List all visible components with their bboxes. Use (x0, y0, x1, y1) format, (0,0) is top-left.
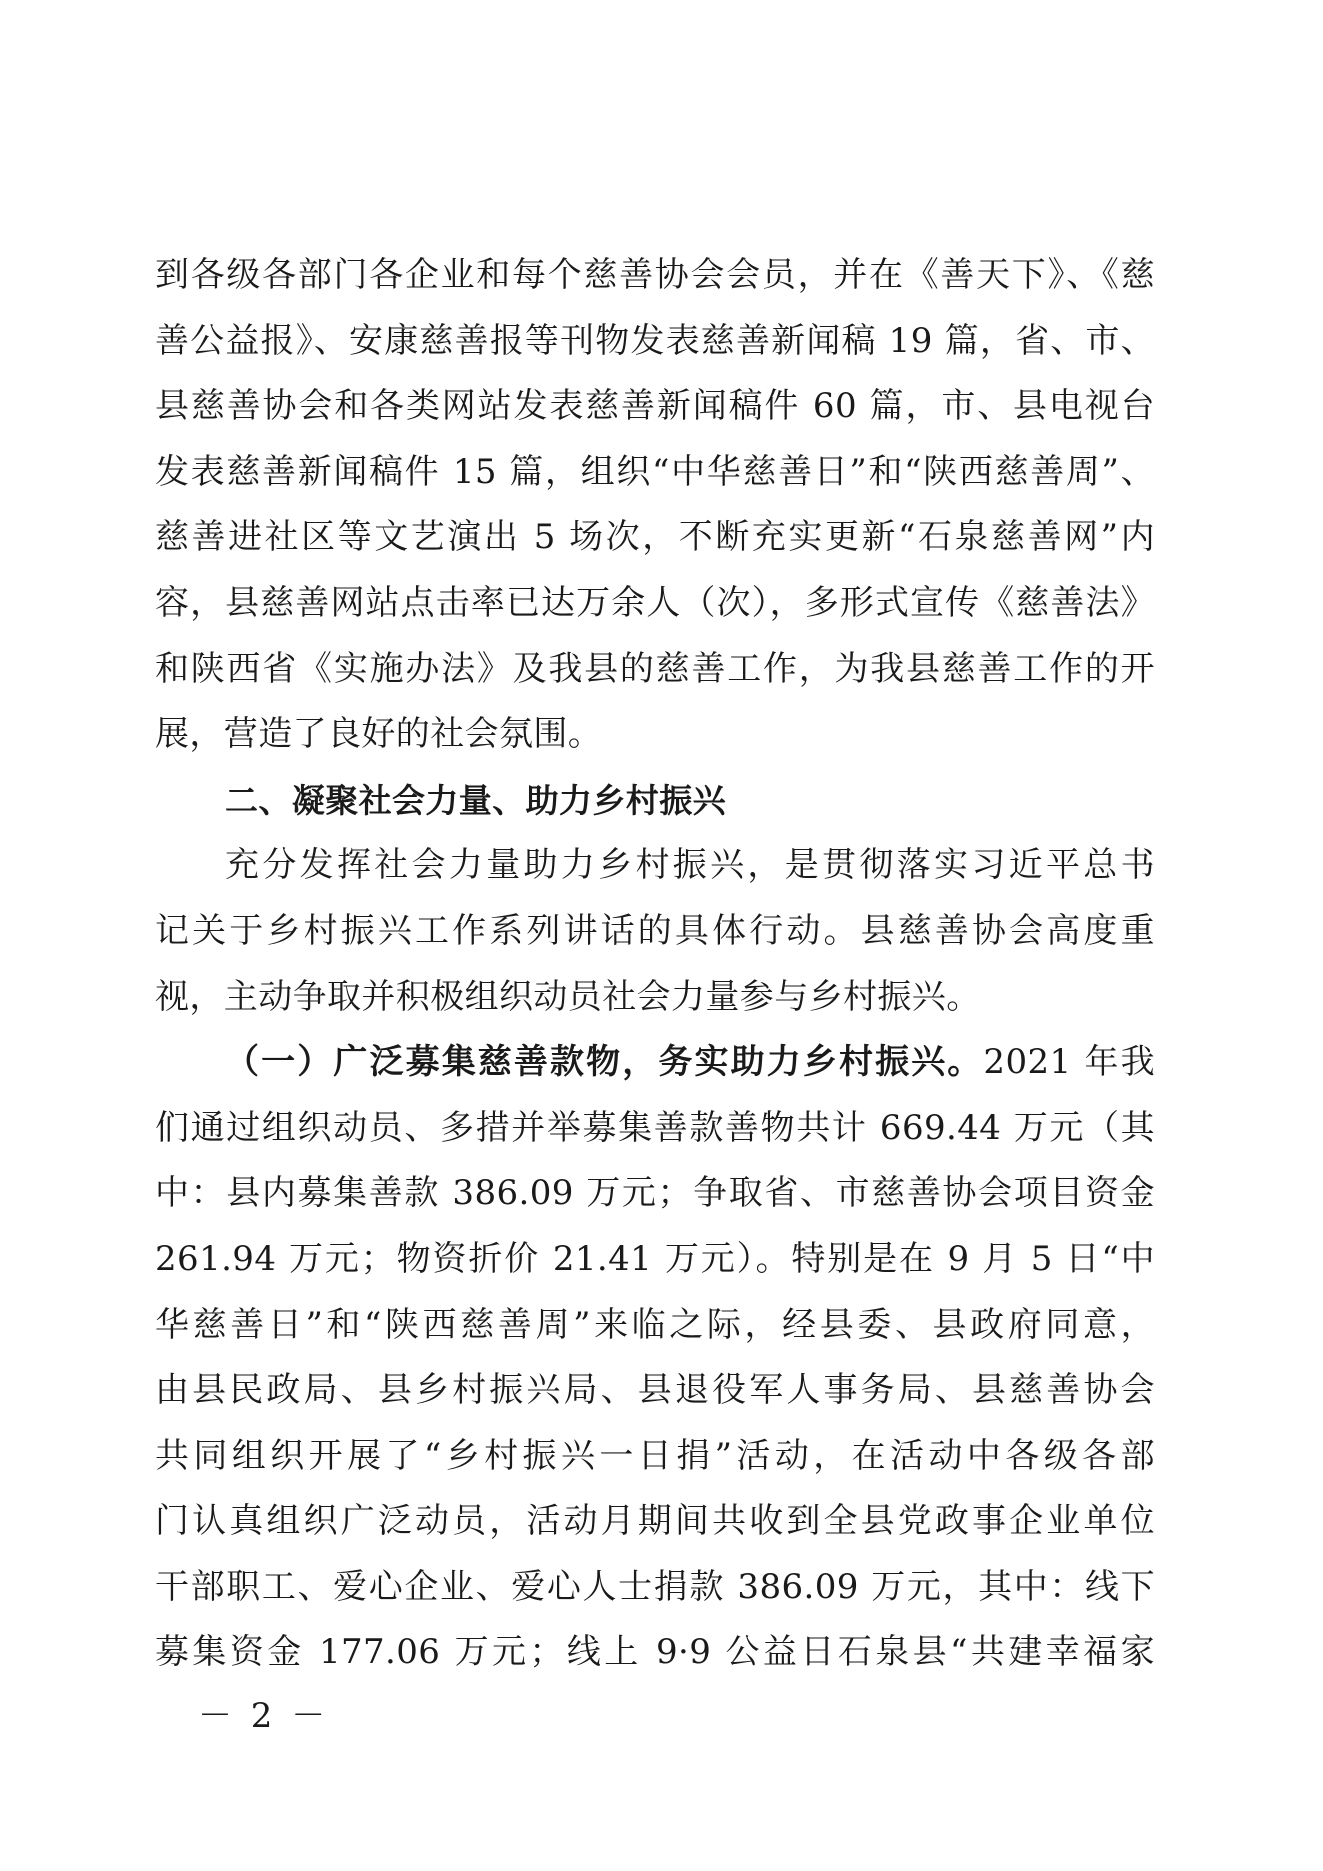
subsection-first-rest: 2021 年我 (983, 1042, 1155, 1083)
subsection-line-5: 华慈善日”和“陕西慈善周”来临之际，经县委、县政府同意， (155, 1304, 1155, 1345)
text-line-1: 到各级各部门各企业和每个慈善协会会员，并在《善天下》、《慈 (155, 255, 1155, 295)
subsection-first-line (155, 1030, 1155, 1096)
subsection-heading: （一）广泛募集慈善款物，务实助力乡村振兴。 (225, 1042, 984, 1083)
subsection-line-2: 们通过组织动员、多措并举募集善款善物共计 669.44 万元（其 (155, 1107, 1155, 1148)
intro-line-3: 视，主动争取并积极组织动员社会力量参与乡村振兴。 (155, 976, 981, 1017)
text-line-6: 容，县慈善网站点击率已达万余人（次），多形式宣传《慈善法》 (155, 582, 1155, 623)
page-number: － 2 － (198, 1696, 330, 1736)
intro-line-1: 充分发挥社会力量助力乡村振兴，是贯彻落实习近平总书 (225, 845, 1155, 886)
subsection-line-10: 募集资金 177.06 万元；线上 9·9 公益日石泉县“共建幸福家 (155, 1632, 1155, 1673)
section-heading: 二、凝聚社会力量、助力乡村振兴 (225, 780, 726, 820)
subsection-line-9: 干部职工、爱心企业、爱心人士捐款 386.09 万元，其中：线下 (155, 1566, 1155, 1607)
text-line-3: 县慈善协会和各类网站发表慈善新闻稿件 60 篇，市、县电视台 (155, 386, 1155, 427)
subsection-line-4: 261.94 万元；物资折价 21.41 万元）。特别是在 9 月 5 日“中 (155, 1238, 1155, 1279)
text-line-7: 和陕西省《实施办法》及我县的慈善工作，为我县慈善工作的开 (155, 648, 1155, 689)
subsection-line-7: 共同组织开展了“乡村振兴一日捐”活动，在活动中各级各部 (155, 1435, 1155, 1476)
subsection-line-6: 由县民政局、县乡村振兴局、县退役军人事务局、县慈善协会 (155, 1370, 1155, 1411)
subsection-line-8: 门认真组织广泛动员，活动月期间共收到全县党政事企业单位 (155, 1501, 1155, 1542)
text-line-4: 发表慈善新闻稿件 15 篇，组织“中华慈善日”和“陕西慈善周”、 (155, 451, 1155, 492)
text-line-8: 展，营造了良好的社会氛围。 (155, 714, 603, 755)
body-text (155, 243, 1155, 1686)
text-line-2: 善公益报》、安康慈善报等刊物发表慈善新闻稿 19 篇，省、市、 (155, 320, 1155, 361)
text-line-5: 慈善进社区等文艺演出 5 场次，不断充实更新“石泉慈善网”内 (155, 517, 1155, 558)
intro-line-2: 记关于乡村振兴工作系列讲话的具体行动。县慈善协会高度重 (155, 910, 1155, 951)
subsection-line-3: 中：县内募集善款 386.09 万元；争取省、市慈善协会项目资金 (155, 1173, 1155, 1214)
